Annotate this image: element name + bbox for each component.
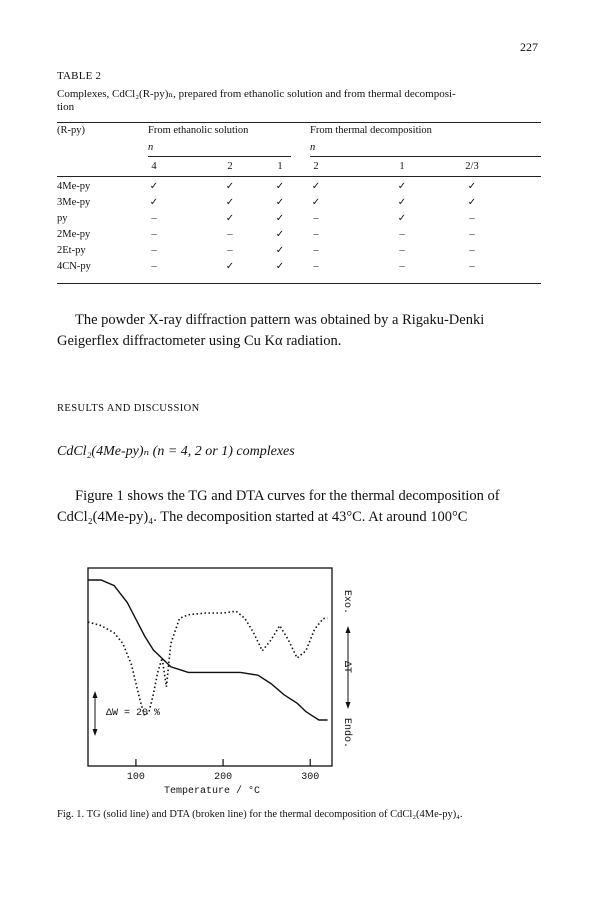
check-mark-icon: ✓ (149, 197, 159, 208)
dash-cell: – (151, 229, 157, 240)
check-mark-icon: ✓ (397, 181, 407, 192)
tg-curve-solid (88, 580, 328, 720)
check-mark-icon: ✓ (275, 229, 285, 240)
n-value-header: 2 (313, 161, 319, 172)
row-ligand-label: 4CN-py (57, 261, 91, 272)
n-label-ethanolic: n (148, 142, 154, 153)
check-mark-icon: ✓ (275, 245, 285, 256)
dash-cell: – (151, 245, 157, 256)
section-heading: RESULTS AND DISCUSSION (57, 403, 200, 414)
dash-cell: – (399, 245, 405, 256)
delta-t-label: ΔT (341, 661, 352, 674)
paragraph-xrd (57, 310, 539, 352)
check-mark-icon: ✓ (467, 181, 477, 192)
paragraph-line: Geigerflex diffractometer using Cu Kα radiation. (57, 333, 342, 349)
dash-cell: – (151, 213, 157, 224)
x-tick-label: 100 (126, 772, 145, 783)
plot-frame (88, 568, 332, 766)
x-tick-label: 300 (301, 772, 320, 783)
check-mark-icon: ✓ (225, 213, 235, 224)
dash-cell: – (313, 261, 319, 272)
n-value-header: 2 (227, 161, 233, 172)
check-mark-icon: ✓ (275, 181, 285, 192)
check-mark-icon: ✓ (397, 197, 407, 208)
dash-cell: – (313, 229, 319, 240)
check-mark-icon: ✓ (311, 197, 321, 208)
col-header-ligand: (R-py) (57, 125, 85, 136)
n-value-header: 1 (277, 161, 283, 172)
check-mark-icon: ✓ (225, 197, 235, 208)
col-group-thermal: From thermal decomposition (310, 125, 432, 136)
table-caption-line: Complexes, CdCl₂(R-py)ₙ, prepared from ethanolic solution and from thermal decomposi- (57, 88, 456, 100)
delta-w-annotation: ΔW = 20 % (106, 708, 161, 719)
dash-cell: – (469, 229, 475, 240)
check-mark-icon: ✓ (225, 181, 235, 192)
row-ligand-label: 2Et-py (57, 245, 86, 256)
check-mark-icon: ✓ (311, 181, 321, 192)
dash-cell: – (469, 261, 475, 272)
n-label-thermal: n (310, 142, 316, 153)
figure-caption-text: Fig. 1. TG (solid line) and DTA (broken line) for the thermal decomposition of CdCl₂(4Me-py)₄. (57, 809, 463, 820)
dash-cell: – (151, 261, 157, 272)
row-ligand-label: 3Me-py (57, 197, 91, 208)
figure-caption (57, 808, 543, 822)
dash-cell: – (469, 245, 475, 256)
row-ligand-label: 4Me-py (57, 181, 91, 192)
col-group-ethanolic: From ethanolic solution (148, 125, 249, 136)
arrow-up-icon (346, 626, 351, 633)
table-caption-line: tion (57, 101, 75, 113)
table-top-rule (57, 122, 541, 123)
check-mark-icon: ✓ (275, 197, 285, 208)
ethanolic-group-rule (148, 156, 291, 157)
check-mark-icon: ✓ (275, 261, 285, 272)
arrow-up-icon (93, 691, 98, 698)
row-ligand-label: 2Me-py (57, 229, 91, 240)
exo-label: Exo. (341, 590, 352, 615)
check-mark-icon: ✓ (397, 213, 407, 224)
n-value-header: 4 (151, 161, 157, 172)
header-bottom-rule (57, 176, 541, 177)
dash-cell: – (469, 213, 475, 224)
n-value-header: 1 (399, 161, 405, 172)
x-axis-label: Temperature / °C (163, 786, 261, 797)
arrow-down-icon (93, 729, 98, 736)
paragraph-line: CdCl₂(4Me-py)₄. The decomposition started at 43°C. At around 100°C (57, 509, 468, 525)
dash-cell: – (399, 229, 405, 240)
paragraph-line: Figure 1 shows the TG and DTA curves for the thermal decomposition of (75, 488, 500, 504)
page-number: 227 (520, 40, 538, 54)
table-label: TABLE 2 (57, 70, 102, 82)
row-ligand-label: py (57, 213, 68, 224)
check-mark-icon: ✓ (225, 261, 235, 272)
n-value-header: 2/3 (465, 161, 479, 172)
dash-cell: – (313, 213, 319, 224)
x-tick-label: 200 (214, 772, 233, 783)
paragraph-results (57, 486, 539, 528)
check-mark-icon: ✓ (149, 181, 159, 192)
figure-tg-dta (0, 560, 595, 800)
subheading: CdCl₂(4Me-py)ₙ (n = 4, 2 or 1) complexes (57, 444, 295, 459)
table-bottom-rule (57, 283, 541, 284)
thermal-group-rule (310, 156, 541, 157)
paragraph-line: The powder X-ray diffraction pattern was obtained by a Rigaku-Denki (75, 312, 485, 328)
arrow-down-icon (346, 702, 351, 709)
check-mark-icon: ✓ (467, 197, 477, 208)
dash-cell: – (227, 229, 233, 240)
dash-cell: – (227, 245, 233, 256)
dash-cell: – (399, 261, 405, 272)
table-caption (57, 88, 537, 114)
check-mark-icon: ✓ (275, 213, 285, 224)
endo-label: Endo. (341, 718, 352, 749)
dash-cell: – (313, 245, 319, 256)
